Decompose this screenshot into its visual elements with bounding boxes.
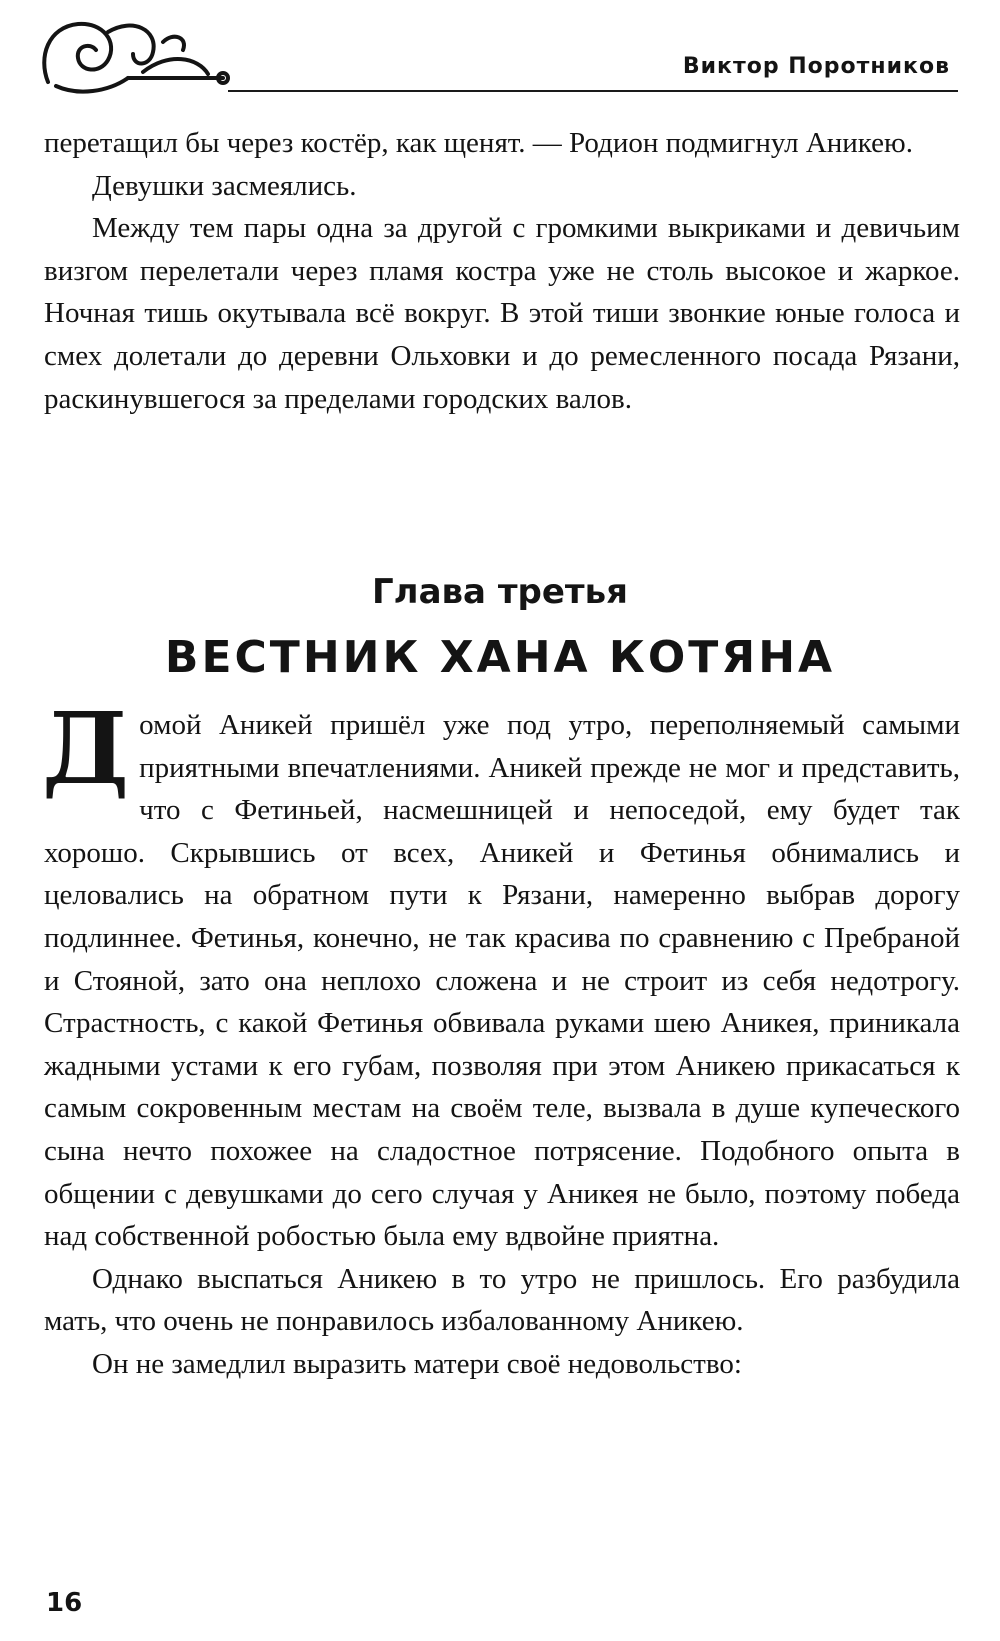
- drop-cap: Д: [42, 692, 130, 807]
- text-block-chapter: [42, 692, 960, 1386]
- paragraph: Девушки засмеялись.: [92, 169, 357, 202]
- text-block-top: [44, 122, 960, 420]
- paragraph: Однако выспаться Аникею в то утро не пришлось. Его разбудила мать, что очень не понравилось избалованному Аникею.: [44, 1262, 960, 1338]
- chapter-title: ВЕСТНИК ХАНА КОТЯНА: [164, 632, 836, 683]
- paragraph: перетащил бы через костёр, как щенят. — Родион подмигнул Аникею.: [44, 127, 913, 159]
- header-rule: [228, 90, 958, 92]
- page-number: 16: [46, 1588, 83, 1618]
- running-head-author: Виктор Поротников: [682, 54, 950, 79]
- ornament-icon: [38, 12, 238, 102]
- paragraph-with-dropcap: [42, 692, 960, 1258]
- chapter-label: Глава третья: [372, 572, 628, 612]
- paragraph: Он не замедлил выразить матери своё недовольство:: [92, 1347, 742, 1380]
- paragraph-text: омой Аникей пришёл уже под утро, переполняемый самыми приятными впечатлениями. Аникей прежде не мог и представить, что с Фетиньей, насмешницей и непоседой, ему будет так хорошо. Скрывшись от всех, Аникей и Фетинья обнимались и целовались на обратном пути к Рязани, намеренно выбрав дорогу подлиннее. Фетинья, конечно, не так красива по сравнению с Пребраной и Стояной, зато она неплохо сложена и не строит из себя недотрогу. Страстность, с какой Фетинья обвивала руками шею Аникея, приникала жадными устами к его губам, позволяя при этом Аникею прикасаться к самым сокровенным местам на своём теле, вызвала в душе купеческого сына нечто похожее на сладостное потрясение. Подобного опыта в общении с девушками до сего случая у Аникея не было, поэтому победа над собственной робостью была ему вдвойне приятна.: [44, 709, 960, 1253]
- paragraph: Между тем пары одна за другой с громкими выкриками и девичьим визгом перелетали через пламя костра уже не столь высокое и жаркое. Ночная тишь окутывала всё вокруг. В этой тиши звонкие юные голоса и смех долетали до деревни Ольховки и до ремесленного посада Рязани, раскинувшегося за пределами городских валов.: [44, 212, 960, 415]
- page-header: [38, 12, 958, 102]
